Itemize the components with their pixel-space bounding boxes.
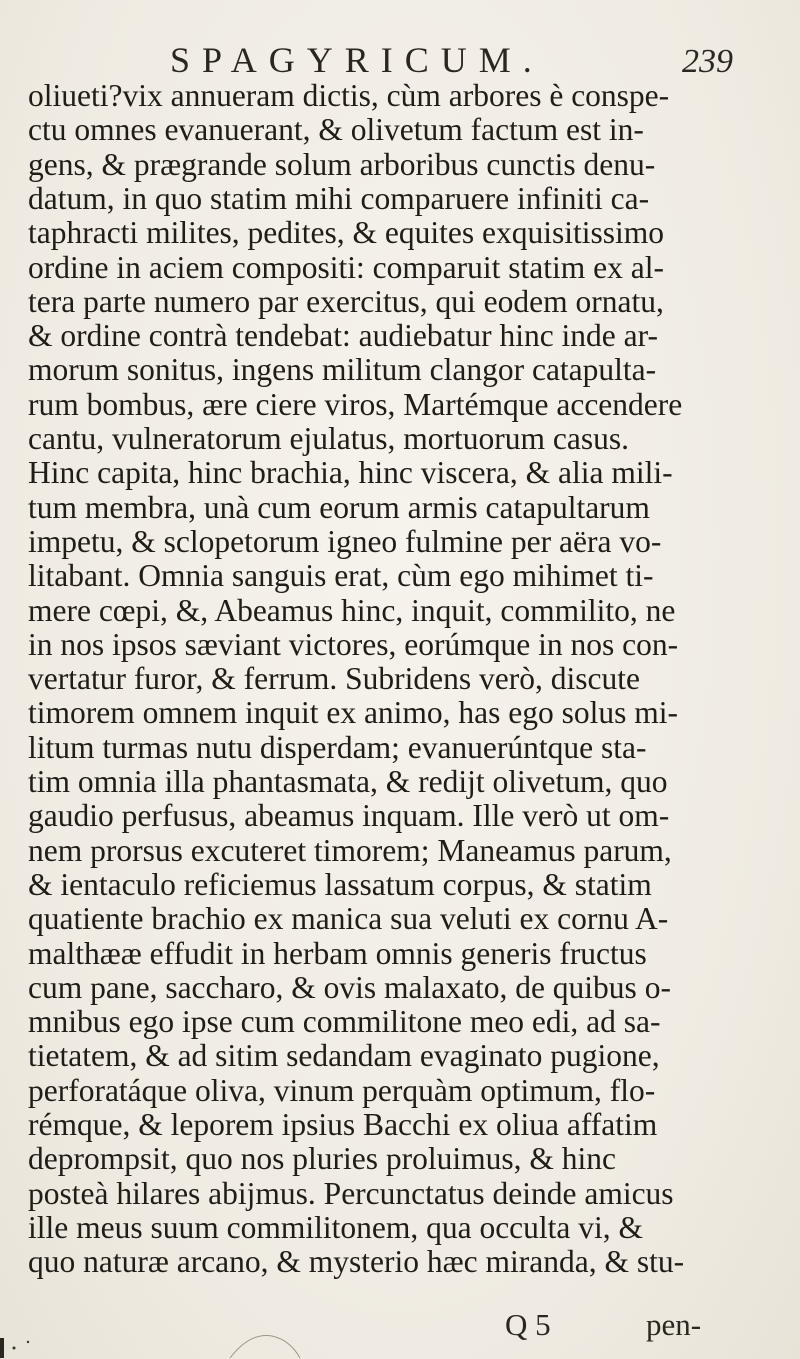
text-line: morum sonitus, ingens militum clangor catapulta- — [28, 352, 657, 388]
text-line: & ientaculo reficiemus lassatum corpus, & statim — [28, 866, 652, 902]
text-line: rum bombus, ære ciere viros, Martémque accendere — [28, 386, 683, 422]
text-line: litum turmas nutu disperdam; evanuerúntque sta- — [28, 729, 647, 765]
text-line: vertatur furor, & ferrum. Subridens verò, discute — [28, 661, 640, 697]
text-line: tietatem, & ad sitim sedandam evaginato pugione, — [28, 1038, 660, 1074]
text-line: timorem omnem inquit ex animo, has ego solus mi- — [28, 695, 679, 731]
text-line: posteà hilares abijmus. Percunctatus deinde amicus — [28, 1175, 674, 1211]
text-line: malthææ effudit in herbam omnis generis fructus — [28, 935, 647, 971]
text-line: ctu omnes evanuerant, & olivetum factum est in- — [28, 112, 644, 148]
text-line: taphracti milites, pedites, & equites exquisitissimo — [28, 215, 665, 251]
text-line: cantu, vulneratorum ejulatus, mortuorum casus. — [28, 421, 629, 456]
running-title: SPAGYRICUM. — [170, 40, 544, 80]
text-line: cum pane, saccharo, & ovis malaxato, de quibus o- — [28, 969, 671, 1005]
paper-specks — [0, 1320, 800, 1359]
text-line: quatiente brachio ex manica sua veluti ex cornu A- — [28, 901, 669, 937]
text-line: tum membra, unà cum eorum armis catapultarum — [28, 489, 650, 525]
text-line: & ordine contrà tendebat: audiebatur hinc inde ar- — [28, 318, 658, 354]
text-line: ille meus suum commilitonem, qua occulta vi, & — [28, 1209, 644, 1245]
text-line: mnibus ego ipse cum commilitone meo edi, ad sa- — [28, 1004, 661, 1040]
text-line: impetu, & sclopetorum igneo fulmine per aëra vo- — [28, 523, 662, 559]
signature-mark: Q 5 — [505, 1307, 551, 1342]
text-line: perforatáque oliva, vinum perquàm optimum, flo- — [28, 1072, 656, 1108]
text-line: in nos ipsos sæviant victores, eorúmque in nos con- — [28, 626, 679, 662]
page-number: 239 — [682, 43, 733, 80]
text-line: datum, in quo statim mihi comparuere infiniti ca- — [28, 180, 650, 216]
text-line: nem prorsus excuteret timorem; Maneamus parum, — [28, 832, 672, 868]
text-line: oliueti?vix annueram dictis, cùm arbores è conspe- — [28, 78, 670, 113]
text-line: Hinc capita, hinc brachia, hinc viscera, & alia mili- — [28, 455, 673, 491]
text-line: tim omnia illa phantasmata, & redijt olivetum, quo — [28, 764, 668, 799]
text-line: ordine in aciem compositi: comparuit statim ex al- — [28, 249, 664, 285]
text-line: gens, & prægrande solum arboribus cunctis denu- — [28, 146, 656, 182]
text-line: mere cœpi, &, Abeamus hinc, inquit, commilito, ne — [28, 592, 676, 628]
text-line: litabant. Omnia sanguis erat, cùm ego mihimet ti- — [28, 558, 654, 594]
catchword: pen- — [646, 1307, 702, 1342]
text-line: quo naturæ arcano, & mysterio hæc miranda, & stu- — [28, 1244, 685, 1280]
text-line: tera parte numero par exercitus, qui eodem ornatu, — [28, 283, 664, 319]
text-line: rémque, & leporem ipsius Bacchi ex oliua affatim — [28, 1107, 658, 1142]
text-line: gaudio perfusus, abeamus inquam. Ille verò ut om- — [28, 798, 670, 834]
text-line: deprompsit, quo nos pluries proluimus, & hinc — [28, 1141, 616, 1177]
